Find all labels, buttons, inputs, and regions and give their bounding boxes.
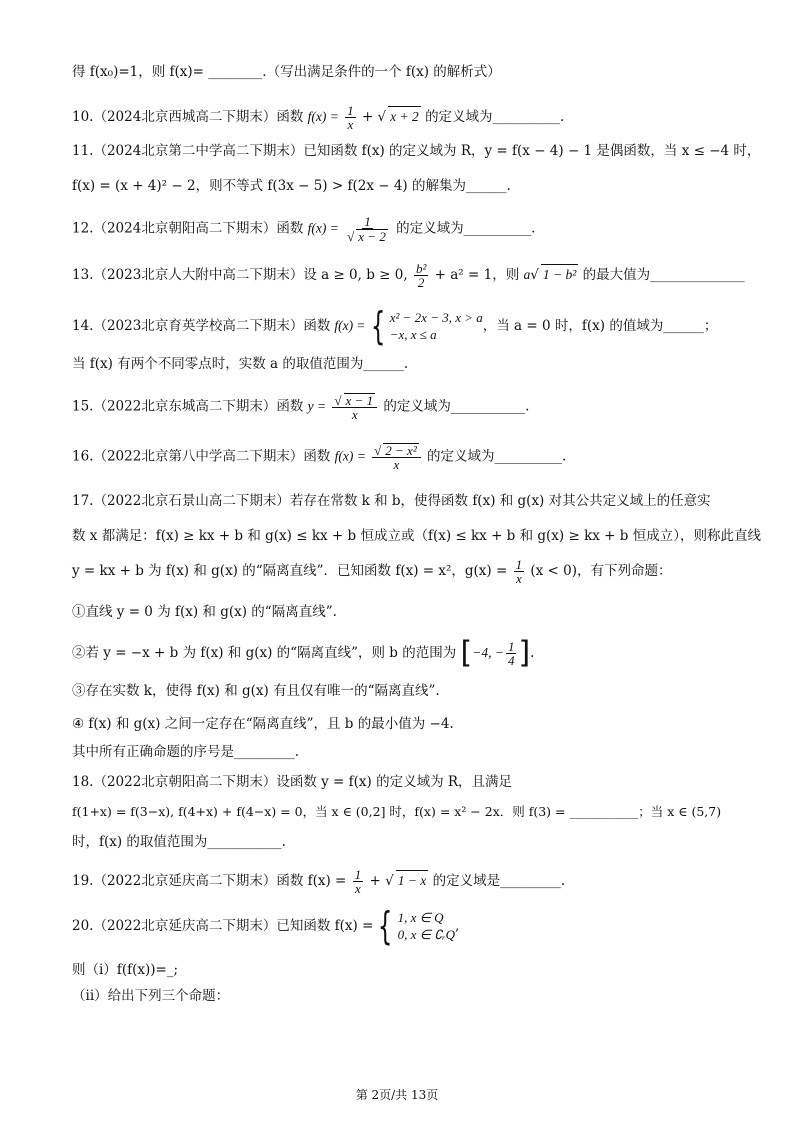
- q10-fx: f(x) =: [307, 109, 339, 124]
- q13-prefix: 13.（2023北京人大附中高二下期末）设 a ≥ 0, b ≥ 0,: [72, 267, 408, 283]
- q15-denominator: x: [351, 407, 358, 422]
- q17-numerator: 1: [515, 557, 523, 572]
- q16-fx: f(x) =: [334, 448, 366, 464]
- question-19: [72, 868, 722, 895]
- question-18-line3: 时，f(x) 的取值范围为___________.: [72, 834, 286, 850]
- q16-denominator: x: [393, 457, 400, 472]
- q20-piecewise: [373, 904, 456, 948]
- q19-numerator: 1: [354, 867, 362, 882]
- q10-prefix: 10.（2024北京西城高二下期末）函数: [72, 109, 304, 125]
- q20-prefix: 20.（2022北京延庆高二下期末）已知函数 f(x) =: [72, 918, 374, 934]
- q20-case-2: 0, x ∈ ∁ᵣQ: [397, 927, 456, 942]
- question-18-line2: f(1+x) = f(3−x), f(4+x) + f(4−x) = 0，当 x ∈ (0,2] 时，f(x) = x² − 2x．则 f(3) = ___________；当 x ∈ (5,7): [72, 804, 722, 819]
- left-bracket-icon: [: [460, 635, 473, 671]
- q14-case-2: −x, x ≤ a: [389, 327, 437, 342]
- q15-radicand: x − 1: [345, 393, 374, 408]
- q19-fraction: [353, 868, 364, 895]
- question-20-part-ii: （ii）给出下列三个命题：: [72, 988, 230, 1004]
- q12-radicand: x − 2: [358, 229, 386, 244]
- question-15: [72, 393, 722, 421]
- radical-icon: √: [377, 109, 387, 125]
- q16-numerator: [372, 443, 421, 458]
- q12-numerator: 1: [364, 214, 371, 229]
- q17-line3-prefix: y = kx + b 为 f(x) 和 g(x) 的“隔离直线”．已知函数 f(x) = x²，g(x) =: [72, 563, 508, 579]
- q10-radicand: x + 2: [388, 106, 421, 127]
- q15-prefix: 15.（2022北京东城高二下期末）函数: [72, 398, 304, 415]
- q19-plus: +: [369, 873, 381, 889]
- q13-a: a: [523, 267, 531, 282]
- q17-opt2-denominator: 4: [507, 653, 515, 668]
- q13-radicand: 1 − b²: [541, 264, 578, 285]
- radical-icon: √: [385, 873, 394, 889]
- q16-suffix: 的定义域为__________.: [427, 448, 567, 465]
- q16-prefix: 16.（2022北京第八中学高二下期末）函数: [72, 448, 331, 465]
- q16-radicand: 2 − x²: [385, 443, 417, 458]
- q13-fraction: [414, 262, 428, 289]
- question-20: 20.（2022北京延庆高二下期末）已知函数 f(x) = { 1, x ∈ Q 0, x ∈ ∁ᵣQ ,: [72, 904, 460, 948]
- q17-option-1: ①直线 y = 0 为 f(x) 和 g(x) 的“隔离直线”.: [72, 604, 337, 620]
- brace-icon: {: [378, 904, 393, 948]
- question-16: [72, 443, 722, 471]
- q17-option-3: ③存在实数 k，使得 f(x) 和 g(x) 有且仅有唯一的“隔离直线”.: [72, 683, 440, 699]
- radical-icon: √: [334, 393, 342, 408]
- q20-cases: [398, 909, 455, 943]
- q13-mid: + a² = 1，则: [434, 267, 520, 283]
- q17-fraction: [514, 558, 525, 585]
- q13-suffix: 的最大值为______________: [582, 267, 745, 283]
- q14-piecewise: [366, 304, 483, 348]
- q12-prefix: 12.（2024北京朝阳高二下期末）函数: [72, 220, 304, 237]
- q19-radicand: 1 − x: [396, 870, 429, 891]
- question-20-part-i: 则（i）f(f(x))=_;: [72, 962, 179, 978]
- question-13: [72, 261, 745, 290]
- brace-icon: {: [370, 304, 385, 348]
- q14-cases: [390, 309, 483, 343]
- q17-opt2-fraction: [506, 640, 517, 667]
- q17-line3-suffix: (x < 0)，有下列命题：: [530, 563, 672, 579]
- question-10: [72, 104, 722, 131]
- radical-icon: √: [530, 267, 539, 283]
- question-11-line2: f(x) = (x + 4)² − 2，则不等式 f(3x − 5) > f(2x − 4) 的解集为______.: [72, 178, 511, 194]
- question-14: [72, 306, 722, 346]
- radical-icon: √: [347, 229, 355, 244]
- q15-y: y =: [307, 398, 327, 414]
- q17-option-4: ④ f(x) 和 g(x) 之间一定存在“隔离直线”，且 b 的最小值为 −4.: [72, 716, 454, 732]
- q13-numerator: b²: [415, 261, 427, 276]
- q19-denominator: x: [355, 881, 361, 896]
- q10-denominator: x: [347, 117, 354, 132]
- question-12: [72, 215, 722, 243]
- question-17-line3: [72, 558, 722, 585]
- page-footer: 第 2页/共 13页: [355, 1088, 439, 1102]
- q17-option-2: ②若 y = −x + b 为 f(x) 和 g(x) 的“隔离直线”，则 b 的范围为 [−4, − $\frac{1}{4}$ ].: [72, 635, 535, 671]
- q17-ask: 其中所有正确命题的序号是_________.: [72, 744, 300, 760]
- question-17-line2: 数 x 都满足：f(x) ≥ kx + b 和 g(x) ≤ kx + b 恒成立或（f(x) ≤ kx + b 和 g(x) ≥ kx + b 恒成立），则称此直线: [72, 528, 761, 544]
- q13-denominator: 2: [417, 275, 425, 290]
- q12-denominator: [345, 229, 390, 243]
- q17-opt2-range: −4, −: [472, 645, 504, 660]
- radical-icon: √: [374, 443, 382, 458]
- q12-suffix: 的定义域为__________.: [396, 220, 536, 237]
- q15-fraction: [332, 393, 377, 421]
- question-14-line2: 当 f(x) 有两个不同零点时，实数 a 的取值范围为______.: [72, 356, 409, 372]
- q14-prefix: 14.（2023北京育英学校高二下期末）函数: [72, 318, 331, 334]
- q14-suffix: ，当 a = 0 时，f(x) 的值域为______；: [482, 318, 718, 334]
- question-18-line1: 18.（2022北京朝阳高二下期末）设函数 y = f(x) 的定义域为 R，且满足: [72, 774, 513, 790]
- q19-suffix: 的定义域是_________.: [432, 873, 566, 889]
- q12-fx: f(x) =: [307, 220, 339, 236]
- q10-plus: +: [361, 109, 374, 125]
- q15-suffix: 的定义域为___________.: [383, 398, 530, 415]
- q15-numerator: [332, 393, 377, 408]
- q10-numerator: 1: [347, 103, 354, 118]
- question-11-line1: 11.（2024北京第二中学高二下期末）已知函数 f(x) 的定义域为 R，y = f(x − 4) − 1 是偶函数，当 x ≤ −4 时，: [72, 143, 761, 159]
- q12-fraction: [345, 215, 390, 243]
- q20-case-1: 1, x ∈ Q: [397, 910, 444, 925]
- q19-prefix: 19.（2022北京延庆高二下期末）函数 f(x) =: [72, 873, 347, 889]
- line-q9-end: 得 f(x₀)=1，则 f(x)= ________.（写出满足条件的一个 f(x) 的解析式）: [72, 64, 501, 80]
- q14-fx: f(x) =: [334, 318, 366, 333]
- q14-case-1: x² − 2x − 3, x > a: [389, 310, 483, 325]
- q16-fraction: [372, 443, 421, 471]
- q10-fraction: [345, 104, 356, 131]
- q10-suffix: 的定义域为__________.: [425, 109, 565, 125]
- right-bracket-icon: ]: [518, 635, 531, 671]
- q17-opt2-prefix: ②若 y = −x + b 为 f(x) 和 g(x) 的“隔离直线”，则 b 的范围为: [72, 645, 457, 661]
- q17-denominator: x: [515, 571, 522, 586]
- question-17-line1: 17.（2022北京石景山高二下期末）若存在常数 k 和 b，使得函数 f(x) 和 g(x) 对其公共定义域上的任意实: [72, 493, 711, 509]
- q17-opt2-numerator: 1: [507, 639, 515, 654]
